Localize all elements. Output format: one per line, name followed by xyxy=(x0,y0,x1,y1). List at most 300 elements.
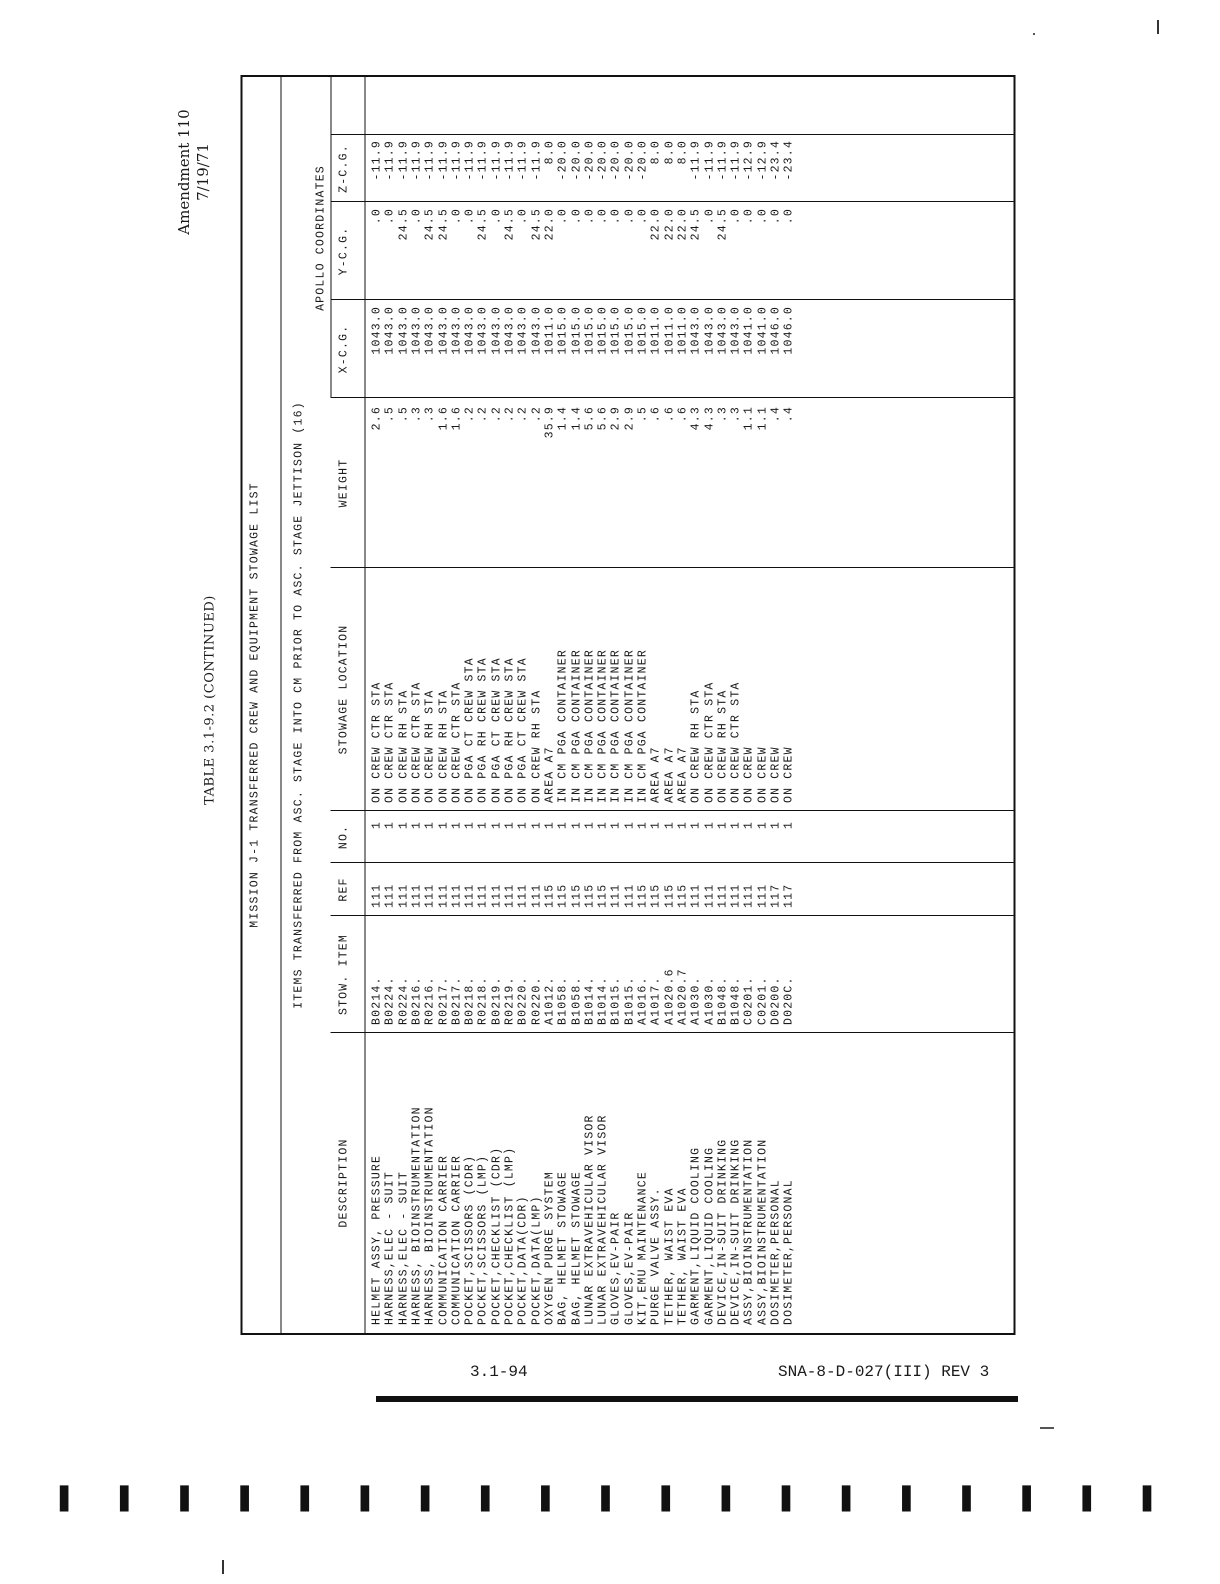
table-row xyxy=(450,77,464,1333)
cell-weight: .3 xyxy=(729,406,743,423)
speck xyxy=(1033,33,1035,35)
cell-x-cg: 1043.0 xyxy=(476,306,490,355)
cell-stowage-location: ON CREW CTR STA xyxy=(449,681,463,803)
cell-stow-item: D020C. xyxy=(782,976,796,1025)
cell-weight: .4 xyxy=(769,406,782,423)
cell-y-cg: 24.5 xyxy=(715,208,729,241)
cell-weight: 5.6 xyxy=(596,406,610,431)
cell-stowage-location: ON CREW CTR STA xyxy=(702,681,716,803)
col-stow-item: STOW. ITEM xyxy=(337,934,350,1016)
cell-z-cg: -11.9 xyxy=(489,140,503,181)
cell-stowage-location: AREA A7 xyxy=(649,746,663,803)
cell-stow-item: C0201. xyxy=(755,976,769,1025)
table-row xyxy=(649,77,663,1333)
cell-weight: 1.1 xyxy=(755,406,769,431)
cell-y-cg: .0 xyxy=(409,208,423,225)
table-row xyxy=(490,77,504,1333)
cell-z-cg: -11.9 xyxy=(463,140,477,181)
cell-weight: .2 xyxy=(503,406,516,423)
cell-stow-item: B1015. xyxy=(622,976,636,1025)
col-description: DESCRIPTION xyxy=(337,1138,350,1228)
cell-stow-item: R0219. xyxy=(503,976,516,1025)
cell-stow-item: A1030. xyxy=(689,976,703,1025)
cell-y-cg: 22.0 xyxy=(662,208,676,241)
cell-description: POCKET,DATA(LMP) xyxy=(529,1195,543,1325)
cell-stowage-location: ON CREW xyxy=(755,746,769,803)
cell-ref: 111 xyxy=(503,883,516,908)
cell-stowage-location: ON PGA RH CREW STA xyxy=(503,657,516,803)
cell-y-cg: .0 xyxy=(582,208,596,225)
stowage-table xyxy=(240,75,1015,1335)
cell-z-cg: 8.0 xyxy=(542,140,556,165)
cell-y-cg: 22.0 xyxy=(542,208,556,241)
cell-ref: 111 xyxy=(702,883,716,908)
cell-description: LUNAR EXTRAVEHICULAR VISOR xyxy=(582,1114,596,1325)
cell-no: 1 xyxy=(396,821,410,830)
cell-ref: 115 xyxy=(569,883,583,908)
table-row xyxy=(729,77,743,1333)
cell-y-cg: .0 xyxy=(742,208,756,225)
cell-stow-item: B0218. xyxy=(463,976,477,1025)
cell-no: 1 xyxy=(729,821,743,830)
cell-stowage-location: ON CREW xyxy=(782,746,796,803)
cell-ref: 111 xyxy=(409,883,423,908)
cell-stowage-location: ON CREW CTR STA xyxy=(383,681,397,803)
cell-stow-item: B1014. xyxy=(596,976,610,1025)
cell-stow-item: B0214. xyxy=(370,976,383,1025)
cell-weight: .6 xyxy=(662,406,676,423)
cell-stowage-location: IN CM PGA CONTAINER xyxy=(556,649,570,803)
table-row xyxy=(570,77,584,1333)
table-row xyxy=(397,77,411,1333)
cell-z-cg: -11.9 xyxy=(503,140,516,181)
cell-no: 1 xyxy=(702,821,716,830)
cell-no: 1 xyxy=(569,821,583,830)
cell-no: 1 xyxy=(436,821,450,830)
table-row xyxy=(476,77,490,1333)
cell-no: 1 xyxy=(449,821,463,830)
cell-no: 1 xyxy=(516,821,530,830)
cell-x-cg: 1043.0 xyxy=(529,306,543,355)
cell-description: OXYGEN PURGE SYSTEM xyxy=(542,1171,556,1325)
cell-y-cg: .0 xyxy=(755,208,769,225)
cell-weight: .2 xyxy=(516,406,530,423)
cell-x-cg: 1043.0 xyxy=(396,306,410,355)
cell-stowage-location: ON CREW xyxy=(742,746,756,803)
cell-y-cg: .0 xyxy=(463,208,477,225)
cell-ref: 111 xyxy=(729,883,743,908)
table-row xyxy=(556,77,570,1333)
cell-x-cg: 1011.0 xyxy=(542,306,556,355)
cell-no: 1 xyxy=(782,821,796,830)
cell-ref: 111 xyxy=(463,883,477,908)
cell-x-cg: 1043.0 xyxy=(689,306,703,355)
cell-stow-item: D0200. xyxy=(769,976,782,1025)
cell-description: POCKET,DATA(CDR) xyxy=(516,1195,530,1325)
cell-stow-item: R0216. xyxy=(423,976,437,1025)
edge-mark: ▌ xyxy=(120,1486,138,1512)
cell-stowage-location: ON PGA CT CREW STA xyxy=(516,657,530,803)
edge-mark: ▌ xyxy=(481,1486,499,1512)
cell-no: 1 xyxy=(370,821,383,830)
cell-stowage-location: IN CM PGA CONTAINER xyxy=(582,649,596,803)
edge-mark: ▌ xyxy=(240,1486,258,1512)
cell-description: GLOVES,EV-PAIR xyxy=(609,1211,623,1325)
cell-x-cg: 1043.0 xyxy=(463,306,477,355)
cell-ref: 111 xyxy=(449,883,463,908)
cell-z-cg: -11.9 xyxy=(423,140,437,181)
cell-description: COMMUNICATION CARRIER xyxy=(436,1154,450,1325)
cell-stowage-location: ON PGA CT CREW STA xyxy=(489,657,503,803)
table-row xyxy=(423,77,437,1333)
cell-weight: .5 xyxy=(636,406,649,423)
cell-no: 1 xyxy=(689,821,703,830)
table-row xyxy=(782,77,796,1333)
margin-dash xyxy=(1040,1427,1054,1429)
cell-ref: 111 xyxy=(476,883,490,908)
cell-x-cg: 1041.0 xyxy=(742,306,756,355)
cell-ref: 111 xyxy=(529,883,543,908)
apollo-coordinates-label: APOLLO COORDINATES xyxy=(314,165,327,311)
cell-ref: 111 xyxy=(396,883,410,908)
cell-stow-item: R0217. xyxy=(436,976,450,1025)
cell-description: KIT,EMU MAINTENANCE xyxy=(636,1171,649,1325)
amendment-number: Amendment 110 xyxy=(175,109,193,235)
cell-y-cg: 22.0 xyxy=(675,208,689,241)
cell-x-cg: 1011.0 xyxy=(675,306,689,355)
cell-ref: 111 xyxy=(689,883,703,908)
cell-ref: 111 xyxy=(516,883,530,908)
cell-no: 1 xyxy=(423,821,437,830)
table-row xyxy=(663,77,677,1333)
cell-y-cg: .0 xyxy=(569,208,583,225)
cell-ref: 111 xyxy=(755,883,769,908)
cell-y-cg: 24.5 xyxy=(396,208,410,241)
table-row xyxy=(583,77,597,1333)
cell-stowage-location: ON PGA CT CREW STA xyxy=(463,657,477,803)
cell-y-cg: 24.5 xyxy=(503,208,516,241)
cell-ref: 111 xyxy=(489,883,503,908)
cell-description: GARMENT,LIQUID COOLING xyxy=(702,1146,716,1325)
cell-no: 1 xyxy=(609,821,623,830)
cell-ref: 111 xyxy=(423,883,437,908)
edge-mark: ▌ xyxy=(661,1486,679,1512)
cell-stowage-location: IN CM PGA CONTAINER xyxy=(609,649,623,803)
cell-stowage-location: IN CM PGA CONTAINER xyxy=(636,649,649,803)
cell-no: 1 xyxy=(742,821,756,830)
cell-weight: 4.3 xyxy=(702,406,716,431)
cell-stow-item: R0218. xyxy=(476,976,490,1025)
cell-stowage-location: ON CREW xyxy=(769,746,782,803)
cell-description: COMMUNICATION CARRIER xyxy=(449,1154,463,1325)
cell-y-cg: .0 xyxy=(769,208,782,225)
cell-y-cg: .0 xyxy=(449,208,463,225)
cell-z-cg: -20.0 xyxy=(609,140,623,181)
cell-stowage-location: ON CREW CTR STA xyxy=(370,681,383,803)
edge-mark: ▌ xyxy=(300,1486,318,1512)
cell-y-cg: 24.5 xyxy=(423,208,437,241)
cell-no: 1 xyxy=(383,821,397,830)
cell-weight: .4 xyxy=(782,406,796,423)
cell-weight: .5 xyxy=(383,406,397,423)
scan-mark xyxy=(1157,20,1159,34)
cell-z-cg: -11.9 xyxy=(476,140,490,181)
cell-weight: .2 xyxy=(476,406,490,423)
cell-y-cg: .0 xyxy=(596,208,610,225)
cell-stowage-location: ON PGA RH CREW STA xyxy=(476,657,490,803)
cell-y-cg: 22.0 xyxy=(649,208,663,241)
edge-mark: ▌ xyxy=(1142,1486,1160,1512)
cell-z-cg: -11.9 xyxy=(370,140,383,181)
cell-z-cg: -20.0 xyxy=(582,140,596,181)
cell-z-cg: -23.4 xyxy=(769,140,782,181)
cell-y-cg: .0 xyxy=(489,208,503,225)
table-subtitle: ITEMS TRANSFERRED FROM ASC. STAGE INTO CM PRIOR TO ASC. STAGE JETTISON (16) xyxy=(292,401,305,1009)
cell-description: BAG, HELMET STOWAGE xyxy=(569,1171,583,1325)
cell-ref: 111 xyxy=(370,883,383,908)
col-weight: WEIGHT xyxy=(337,458,350,508)
cell-description: LUNAR EXTRAVEHICULAR VISOR xyxy=(596,1114,610,1325)
cell-stow-item: B0217. xyxy=(449,976,463,1025)
cell-stowage-location: ON CREW RH STA xyxy=(423,689,437,803)
cell-z-cg: -11.9 xyxy=(383,140,397,181)
table-row xyxy=(689,77,703,1333)
cell-ref: 115 xyxy=(675,883,689,908)
edge-mark: ▌ xyxy=(781,1486,799,1512)
cell-weight: 2.9 xyxy=(609,406,623,431)
edge-mark: ▌ xyxy=(360,1486,378,1512)
cell-weight: .2 xyxy=(529,406,543,423)
cell-x-cg: 1043.0 xyxy=(503,306,516,355)
cell-no: 1 xyxy=(542,821,556,830)
cell-description: POCKET,CHECKLIST (LMP) xyxy=(503,1146,516,1325)
cell-y-cg: .0 xyxy=(383,208,397,225)
cell-ref: 115 xyxy=(542,883,556,908)
cell-z-cg: -23.4 xyxy=(782,140,796,181)
cell-stowage-location: ON CREW RH STA xyxy=(396,689,410,803)
cell-z-cg: -11.9 xyxy=(715,140,729,181)
cell-no: 1 xyxy=(769,821,782,830)
cell-stowage-location: ON CREW RH STA xyxy=(529,689,543,803)
cell-no: 1 xyxy=(662,821,676,830)
cell-stow-item: A1020.6 xyxy=(662,968,676,1025)
cell-no: 1 xyxy=(582,821,596,830)
cell-stow-item: C0201. xyxy=(742,976,756,1025)
cell-x-cg: 1015.0 xyxy=(596,306,610,355)
cell-weight: 35.9 xyxy=(542,406,556,439)
edge-mark: ▌ xyxy=(902,1486,920,1512)
edge-mark: ▌ xyxy=(721,1486,739,1512)
cell-no: 1 xyxy=(622,821,636,830)
cell-description: ASSY,BIOINSTRUMENTATION xyxy=(742,1138,756,1325)
cell-z-cg: 8.0 xyxy=(662,140,676,165)
cell-ref: 115 xyxy=(582,883,596,908)
cell-description: GLOVES,EV-PAIR xyxy=(622,1211,636,1325)
col-stowage-location: STOWAGE LOCATION xyxy=(337,624,350,755)
cell-ref: 111 xyxy=(609,883,623,908)
cell-weight: 5.6 xyxy=(582,406,596,431)
cell-x-cg: 1015.0 xyxy=(569,306,583,355)
cell-y-cg: .0 xyxy=(516,208,530,225)
cell-weight: .2 xyxy=(463,406,477,423)
col-ref: REF xyxy=(337,877,350,902)
cell-x-cg: 1015.0 xyxy=(556,306,570,355)
cell-stow-item: B1014. xyxy=(582,976,596,1025)
cell-x-cg: 1041.0 xyxy=(755,306,769,355)
cell-no: 1 xyxy=(675,821,689,830)
cell-ref: 111 xyxy=(742,883,756,908)
cell-x-cg: 1043.0 xyxy=(715,306,729,355)
cell-x-cg: 1043.0 xyxy=(409,306,423,355)
cell-stow-item: B0219. xyxy=(489,976,503,1025)
cell-y-cg: .0 xyxy=(622,208,636,225)
document-id: SNA-8-D-027(III) REV 3 xyxy=(778,1363,990,1381)
cell-stow-item: A1012. xyxy=(542,976,556,1025)
cell-description: ASSY,BIOINSTRUMENTATION xyxy=(755,1138,769,1325)
table-row xyxy=(463,77,477,1333)
cell-z-cg: -20.0 xyxy=(596,140,610,181)
cell-ref: 117 xyxy=(769,883,782,908)
cell-description: TETHER, WAIST EVA xyxy=(675,1187,689,1325)
table-row xyxy=(742,77,756,1333)
cell-description: HARNESS, BIOINSTRUMENTATION xyxy=(409,1106,423,1325)
table-row xyxy=(623,77,637,1333)
cell-y-cg: 24.5 xyxy=(689,208,703,241)
cell-z-cg: 8.0 xyxy=(675,140,689,165)
cell-weight: 1.1 xyxy=(742,406,756,431)
cell-ref: 111 xyxy=(715,883,729,908)
edge-mark: ▌ xyxy=(541,1486,559,1512)
amendment-date: 7/19/71 xyxy=(194,143,212,201)
cell-description: HARNESS,ELEC - SUIT xyxy=(396,1171,410,1325)
cell-z-cg: -11.9 xyxy=(702,140,716,181)
cell-weight: 2.6 xyxy=(370,406,383,431)
table-row xyxy=(636,77,650,1333)
page-number: 3.1-94 xyxy=(470,1363,528,1381)
edge-mark: ▌ xyxy=(420,1486,438,1512)
cell-ref: 111 xyxy=(436,883,450,908)
cell-ref: 115 xyxy=(636,883,649,908)
cell-x-cg: 1043.0 xyxy=(702,306,716,355)
cell-x-cg: 1015.0 xyxy=(582,306,596,355)
cell-y-cg: .0 xyxy=(370,208,383,225)
cell-stow-item: B0224. xyxy=(383,976,397,1025)
cell-x-cg: 1043.0 xyxy=(436,306,450,355)
cell-x-cg: 1043.0 xyxy=(729,306,743,355)
table-row xyxy=(543,77,557,1333)
cell-x-cg: 1046.0 xyxy=(769,306,782,355)
apollo-divider xyxy=(330,77,331,398)
cell-weight: 1.4 xyxy=(556,406,570,431)
table-caption: TABLE 3.1-9.2 (CONTINUED) xyxy=(202,595,218,805)
edge-mark: ▌ xyxy=(180,1486,198,1512)
cell-z-cg: -11.9 xyxy=(436,140,450,181)
cell-x-cg: 1043.0 xyxy=(516,306,530,355)
cell-z-cg: 8.0 xyxy=(649,140,663,165)
cell-ref: 115 xyxy=(596,883,610,908)
cell-x-cg: 1015.0 xyxy=(609,306,623,355)
cell-z-cg: -11.9 xyxy=(516,140,530,181)
cell-stowage-location: AREA A7 xyxy=(662,746,676,803)
cell-y-cg: .0 xyxy=(556,208,570,225)
cell-weight: .2 xyxy=(489,406,503,423)
cell-z-cg: -12.9 xyxy=(755,140,769,181)
cell-weight: 2.9 xyxy=(622,406,636,431)
cell-x-cg: 1043.0 xyxy=(383,306,397,355)
cell-stow-item: A1030. xyxy=(702,976,716,1025)
cell-description: HARNESS, BIOINSTRUMENTATION xyxy=(423,1106,437,1325)
cell-y-cg: 24.5 xyxy=(476,208,490,241)
edge-mark: ▌ xyxy=(601,1486,619,1512)
cell-description: PURGE VALVE ASSY. xyxy=(649,1187,663,1325)
cell-weight: .3 xyxy=(409,406,423,423)
cell-weight: .6 xyxy=(649,406,663,423)
cell-description: HELMET ASSY, PRESSURE xyxy=(370,1154,383,1325)
edge-mark: ▌ xyxy=(60,1486,77,1512)
cell-no: 1 xyxy=(476,821,490,830)
cell-z-cg: -12.9 xyxy=(742,140,756,181)
cell-z-cg: -20.0 xyxy=(622,140,636,181)
cell-x-cg: 1011.0 xyxy=(662,306,676,355)
cell-y-cg: .0 xyxy=(729,208,743,225)
cell-x-cg: 1043.0 xyxy=(449,306,463,355)
cell-stow-item: R0224. xyxy=(396,976,410,1025)
cell-description: POCKET,SCISSORS (CDR) xyxy=(463,1154,477,1325)
table-row xyxy=(716,77,730,1333)
stowage-table-body xyxy=(240,75,1015,1335)
col-no: NO. xyxy=(337,824,350,850)
cell-stow-item: B1048. xyxy=(729,976,743,1025)
cell-stowage-location: AREA A7 xyxy=(675,746,689,803)
table-row xyxy=(410,77,424,1333)
cell-no: 1 xyxy=(489,821,503,830)
cell-stowage-location: ON CREW CTR STA xyxy=(729,681,743,803)
table-row xyxy=(596,77,610,1333)
cell-stow-item: B0216. xyxy=(409,976,423,1025)
col-z-cg: Z-C.G. xyxy=(337,144,350,193)
cell-x-cg: 1011.0 xyxy=(649,306,663,355)
cell-stowage-location: AREA A7 xyxy=(542,746,556,803)
cell-description: HARNESS,ELEC - SUIT xyxy=(383,1171,397,1325)
cell-stow-item: A1017. xyxy=(649,976,663,1025)
amendment-stamp xyxy=(152,92,236,252)
cell-stowage-location: ON CREW CTR STA xyxy=(409,681,423,803)
table-row xyxy=(609,77,623,1333)
cell-z-cg: -20.0 xyxy=(556,140,570,181)
cell-ref: 111 xyxy=(383,883,397,908)
cell-stow-item: A1016. xyxy=(636,976,649,1025)
cell-x-cg: 1043.0 xyxy=(370,306,383,355)
cell-stow-item: B1048. xyxy=(715,976,729,1025)
cell-y-cg: .0 xyxy=(636,208,649,225)
cell-y-cg: 24.5 xyxy=(436,208,450,241)
table-row xyxy=(676,77,690,1333)
cell-y-cg: .0 xyxy=(702,208,716,225)
table-row xyxy=(383,77,397,1333)
cell-no: 1 xyxy=(503,821,516,830)
cell-ref: 115 xyxy=(649,883,663,908)
cell-no: 1 xyxy=(463,821,477,830)
footer-rule xyxy=(376,1396,1018,1402)
cell-x-cg: 1043.0 xyxy=(423,306,437,355)
table-row xyxy=(703,77,717,1333)
cell-no: 1 xyxy=(596,821,610,830)
cell-description: TETHER, WAIST EVA xyxy=(662,1187,676,1325)
cell-weight: 4.3 xyxy=(689,406,703,431)
edge-mark: ▌ xyxy=(962,1486,980,1512)
cell-z-cg: -11.9 xyxy=(729,140,743,181)
cell-ref: 115 xyxy=(662,883,676,908)
